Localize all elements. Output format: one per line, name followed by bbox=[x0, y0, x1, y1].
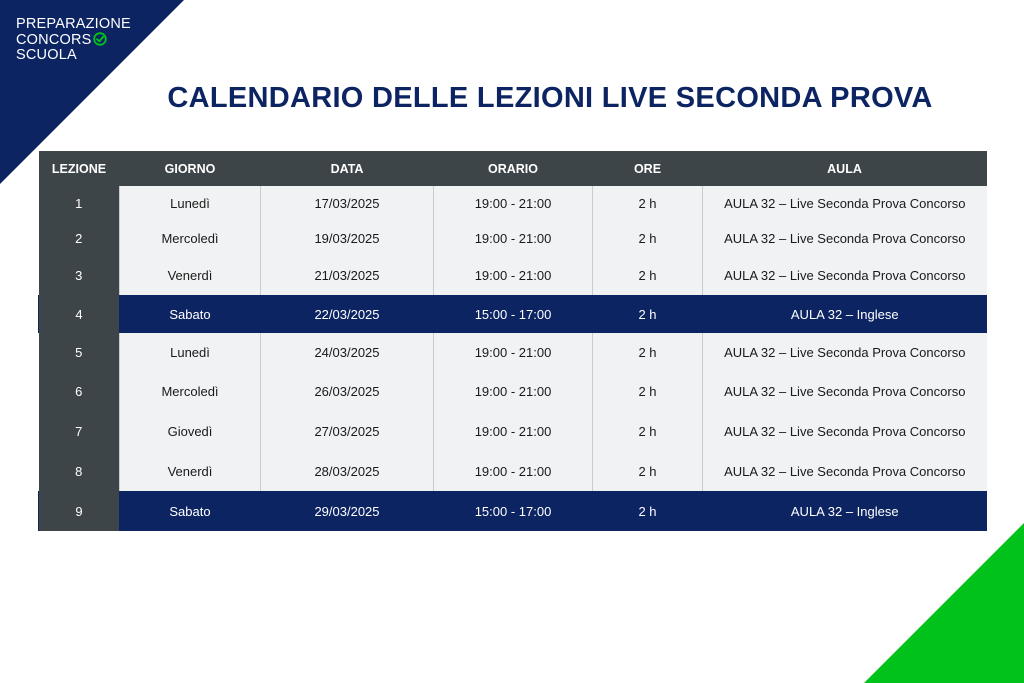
header-giorno: GIORNO bbox=[120, 151, 261, 186]
corner-decoration-bottom-right bbox=[864, 523, 1024, 683]
cell-aula: AULA 32 – Inglese bbox=[703, 295, 987, 333]
cell-giorno: Lunedì bbox=[120, 186, 261, 220]
cell-giorno: Giovedì bbox=[120, 411, 261, 451]
calendar-table bbox=[38, 151, 987, 531]
table-row bbox=[39, 491, 987, 531]
cell-orario: 19:00 - 21:00 bbox=[434, 371, 593, 411]
cell-ore: 2 h bbox=[593, 491, 703, 531]
cell-lezione: 6 bbox=[39, 371, 120, 411]
header-orario: ORARIO bbox=[434, 151, 593, 186]
brand-line-2-text: CONCORS bbox=[16, 32, 92, 48]
header-aula: AULA bbox=[703, 151, 987, 186]
cell-lezione: 5 bbox=[39, 333, 120, 371]
cell-ore: 2 h bbox=[593, 256, 703, 295]
table-row bbox=[39, 220, 987, 256]
table-row bbox=[39, 451, 987, 491]
cell-ore: 2 h bbox=[593, 186, 703, 220]
cell-giorno: Lunedì bbox=[120, 333, 261, 371]
cell-ore: 2 h bbox=[593, 295, 703, 333]
cell-lezione: 8 bbox=[39, 451, 120, 491]
cell-giorno: Venerdì bbox=[120, 256, 261, 295]
cell-orario: 19:00 - 21:00 bbox=[434, 451, 593, 491]
cell-data: 26/03/2025 bbox=[261, 371, 434, 411]
cell-ore: 2 h bbox=[593, 371, 703, 411]
cell-aula: AULA 32 – Live Seconda Prova Concorso bbox=[703, 371, 987, 411]
table-header-row bbox=[39, 151, 987, 186]
cell-lezione: 3 bbox=[39, 256, 120, 295]
cell-data: 27/03/2025 bbox=[261, 411, 434, 451]
cell-aula: AULA 32 – Live Seconda Prova Concorso bbox=[703, 220, 987, 256]
cell-lezione: 2 bbox=[39, 220, 120, 256]
cell-orario: 15:00 - 17:00 bbox=[434, 491, 593, 531]
cell-aula: AULA 32 – Live Seconda Prova Concorso bbox=[703, 333, 987, 371]
cell-data: 21/03/2025 bbox=[261, 256, 434, 295]
cell-data: 17/03/2025 bbox=[261, 186, 434, 220]
brand-line-1: PREPARAZIONE bbox=[16, 16, 131, 32]
cell-aula: AULA 32 – Live Seconda Prova Concorso bbox=[703, 411, 987, 451]
cell-ore: 2 h bbox=[593, 333, 703, 371]
cell-orario: 19:00 - 21:00 bbox=[434, 220, 593, 256]
cell-data: 22/03/2025 bbox=[261, 295, 434, 333]
cell-aula: AULA 32 – Live Seconda Prova Concorso bbox=[703, 256, 987, 295]
cell-giorno: Mercoledì bbox=[120, 371, 261, 411]
cell-ore: 2 h bbox=[593, 220, 703, 256]
check-circle-icon bbox=[93, 32, 107, 46]
brand-line-3: SCUOLA bbox=[16, 47, 77, 63]
cell-aula: AULA 32 – Live Seconda Prova Concorso bbox=[703, 186, 987, 220]
table-body bbox=[39, 186, 987, 531]
cell-ore: 2 h bbox=[593, 451, 703, 491]
table-row bbox=[39, 371, 987, 411]
cell-lezione: 7 bbox=[39, 411, 120, 451]
cell-giorno: Venerdì bbox=[120, 451, 261, 491]
cell-data: 29/03/2025 bbox=[261, 491, 434, 531]
table-row bbox=[39, 333, 987, 371]
cell-data: 19/03/2025 bbox=[261, 220, 434, 256]
brand-logo bbox=[16, 17, 131, 63]
cell-orario: 15:00 - 17:00 bbox=[434, 295, 593, 333]
cell-lezione: 1 bbox=[39, 186, 120, 220]
cell-orario: 19:00 - 21:00 bbox=[434, 333, 593, 371]
cell-orario: 19:00 - 21:00 bbox=[434, 411, 593, 451]
table-row bbox=[39, 295, 987, 333]
brand-line-2 bbox=[16, 32, 131, 48]
cell-data: 24/03/2025 bbox=[261, 333, 434, 371]
cell-orario: 19:00 - 21:00 bbox=[434, 186, 593, 220]
cell-ore: 2 h bbox=[593, 411, 703, 451]
cell-aula: AULA 32 – Live Seconda Prova Concorso bbox=[703, 451, 987, 491]
cell-data: 28/03/2025 bbox=[261, 451, 434, 491]
table-row bbox=[39, 411, 987, 451]
cell-orario: 19:00 - 21:00 bbox=[434, 256, 593, 295]
cell-giorno: Sabato bbox=[120, 491, 261, 531]
page-title: CALENDARIO DELLE LEZIONI LIVE SECONDA PROVA bbox=[167, 82, 933, 114]
table-row bbox=[39, 256, 987, 295]
header-lezione: LEZIONE bbox=[39, 151, 120, 186]
cell-giorno: Mercoledì bbox=[120, 220, 261, 256]
cell-aula: AULA 32 – Inglese bbox=[703, 491, 987, 531]
cell-lezione: 4 bbox=[39, 295, 120, 333]
table-row bbox=[39, 186, 987, 220]
cell-lezione: 9 bbox=[39, 491, 120, 531]
cell-giorno: Sabato bbox=[120, 295, 261, 333]
header-ore: ORE bbox=[593, 151, 703, 186]
header-data: DATA bbox=[261, 151, 434, 186]
